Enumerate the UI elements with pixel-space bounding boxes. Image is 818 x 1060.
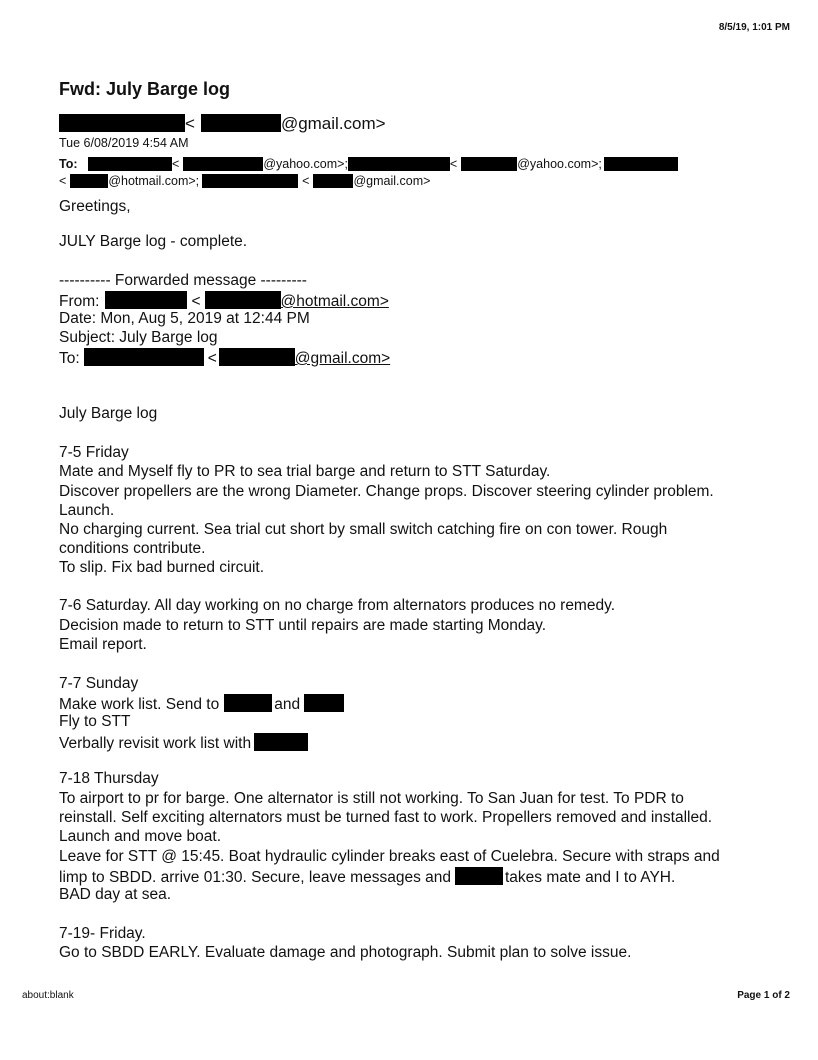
- log-line: reinstall. Self exciting alternators must be turned fast to work. Propellers removed and installed.: [59, 809, 713, 826]
- log-line: Go to SBDD EARLY. Evaluate damage and photograph. Submit plan to solve issue.: [59, 944, 632, 961]
- log-line: BAD day at sea.: [59, 886, 172, 903]
- log-line: limp to SBDD. arrive 01:30. Secure, leave messages and takes mate and I to AYH.: [59, 869, 676, 886]
- redacted-block: [59, 114, 185, 132]
- redacted-block: [604, 157, 678, 171]
- log-line: Mate and Myself fly to PR to sea trial barge and return to STT Saturday.: [59, 463, 551, 480]
- log-line: To slip. Fix bad burned circuit.: [59, 559, 265, 576]
- redacted-block: [105, 291, 187, 309]
- redacted-block: [348, 157, 450, 171]
- redacted-block: [313, 174, 353, 188]
- redacted-block: [183, 157, 263, 171]
- email-date: Tue 6/08/2019 4:54 AM: [59, 136, 189, 150]
- log-line: Email report.: [59, 636, 147, 653]
- from-email-link[interactable]: @hotmail.com>: [280, 293, 389, 310]
- intro-line: JULY Barge log - complete.: [59, 233, 248, 250]
- redacted-block: [202, 174, 298, 188]
- redacted-block: [70, 174, 108, 188]
- day-heading: 7-18 Thursday: [59, 770, 159, 787]
- redacted-block: [205, 291, 281, 309]
- greeting: Greetings,: [59, 198, 131, 215]
- log-line: Verbally revisit work list with: [59, 733, 308, 753]
- log-line: To airport to pr for barge. One alternator is still not working. To San Juan for test. To PDR to: [59, 790, 684, 807]
- log-line: Launch and move boat.: [59, 828, 222, 845]
- log-line: No charging current. Sea trial cut short by small switch catching fire on con tower. Rough: [59, 521, 668, 538]
- to-email-link[interactable]: @gmail.com>: [294, 350, 391, 367]
- log-line: Make work list. Send to and: [59, 694, 344, 714]
- log-line: Leave for STT @ 15:45. Boat hydraulic cylinder breaks east of Cuelebra. Secure with straps and: [59, 848, 720, 865]
- forward-separator: ---------- Forwarded message ---------: [59, 272, 307, 289]
- log-line: Launch.: [59, 502, 115, 519]
- day-heading: 7-19- Friday.: [59, 925, 146, 942]
- email-recipients-cont: < @hotmail.com>; < @gmail.com>: [59, 174, 431, 188]
- redacted-block: [219, 348, 295, 366]
- log-line: conditions contribute.: [59, 540, 206, 557]
- redacted-block: [254, 733, 308, 751]
- log-line: Fly to STT: [59, 713, 131, 730]
- print-url: about:blank: [22, 990, 74, 1001]
- redacted-block: [88, 157, 172, 171]
- print-page-number: Page 1 of 2: [737, 990, 790, 1001]
- log-line: Decision made to return to STT until repairs are made starting Monday.: [59, 617, 547, 634]
- print-timestamp: 8/5/19, 1:01 PM: [718, 22, 790, 33]
- redacted-block: [201, 114, 281, 132]
- forward-to: To: < @gmail.com>: [59, 350, 391, 367]
- forward-date: Date: Mon, Aug 5, 2019 at 12:44 PM: [59, 310, 310, 327]
- day-heading: 7-6 Saturday. All day working on no charge from alternators produces no remedy.: [59, 597, 615, 614]
- email-recipients: To: < @yahoo.com>; < @yahoo.com>;: [59, 157, 678, 171]
- forward-subject: Subject: July Barge log: [59, 329, 218, 346]
- forward-from: From: < @hotmail.com>: [59, 293, 389, 310]
- to-label: To:: [59, 157, 78, 171]
- day-heading: 7-5 Friday: [59, 444, 129, 461]
- redacted-block: [461, 157, 517, 171]
- redacted-block: [455, 867, 503, 885]
- email-sender: < @gmail.com>: [59, 114, 386, 134]
- redacted-block: [224, 694, 272, 712]
- log-line: Discover propellers are the wrong Diameter. Change props. Discover steering cylinder problem.: [59, 483, 714, 500]
- log-title: July Barge log: [59, 405, 158, 422]
- day-heading: 7-7 Sunday: [59, 675, 139, 692]
- redacted-block: [304, 694, 344, 712]
- email-subject: Fwd: July Barge log: [59, 79, 231, 99]
- redacted-block: [84, 348, 204, 366]
